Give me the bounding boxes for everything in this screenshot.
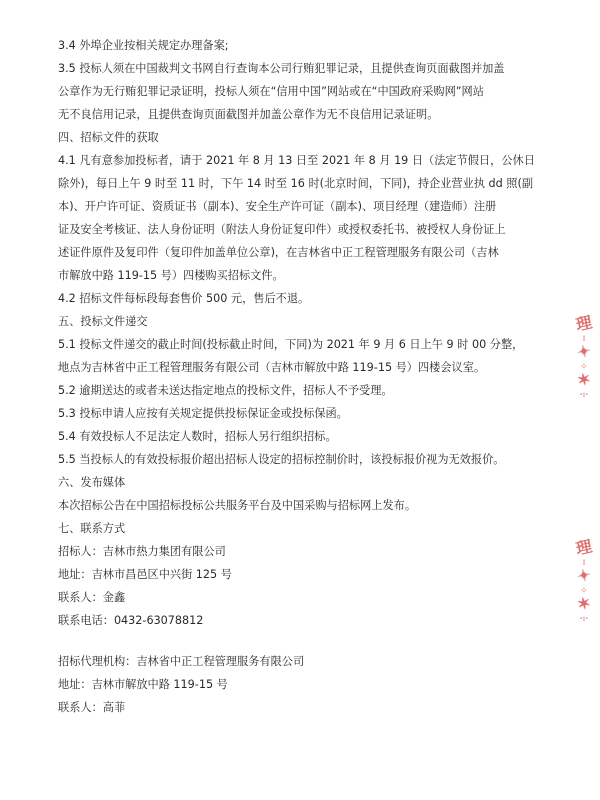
text-line: 5.1 投标文件递交的截止时间(投标截止时间，下同)为 2021 年 9 月 6 日上午 9 时 00 分整， xyxy=(58,338,524,351)
section-heading: 五、投标文件递交 xyxy=(58,315,148,328)
text-line: 无不良信用记录，且提供查询页面截图并加盖公章作为无不良信用记录证明。 xyxy=(58,108,439,121)
contact-tenderer: 招标人：吉林市热力集团有限公司 xyxy=(58,545,226,558)
contact-phone: 联系电话：0432-63078812 xyxy=(58,614,204,627)
text-line: 5.3 投标申请人应按有关规定提供投标保证金或投标保函。 xyxy=(58,407,348,420)
text-line: 5.2 逾期送达的或者未送达指定地点的投标文件，招标人不予受理。 xyxy=(58,384,393,397)
text-line: 4.1 凡有意参加投标者，请于 2021 年 8 月 13 日至 2021 年 8 月 19 日（法定节假日，公休日 xyxy=(58,154,535,167)
spacer xyxy=(58,632,558,650)
agency-contact: 联系人：高菲 xyxy=(58,701,126,714)
text-line: 本)、开户许可证、资质证书（副本)、安全生产许可证（副本)、项目经理（建造师）注册 xyxy=(58,200,497,213)
text-line: 除外)，每日上午 9 时至 11 时，下午 14 时至 16 时(北京时间，下同)，持企业营业执 dd 照(副 xyxy=(58,177,534,190)
section-heading: 六、发布媒体 xyxy=(58,476,126,489)
text-line: 5.4 有效投标人不足法定人数时，招标人另行组织招标。 xyxy=(58,430,337,443)
text-line: 4.2 招标文件每标段每套售价 500 元，售后不退。 xyxy=(58,292,310,305)
text-line: 述证件原件及复印件（复印件加盖单位公章)，在吉林省中正工程管理服务有限公司（吉林 xyxy=(58,246,499,259)
text-line: 市解放中路 119-15 号）四楼购买招标文件。 xyxy=(58,269,284,282)
section-heading: 七、联系方式 xyxy=(58,522,126,535)
contact-address: 地址：吉林市昌邑区中兴街 125 号 xyxy=(58,568,232,581)
section-heading: 四、招标文件的获取 xyxy=(58,131,159,144)
text-line: 公章作为无行贿犯罪记录证明，投标人须在“信用中国”网站或在“中国政府采购网”网站 xyxy=(58,85,484,98)
text-line: 3.5 投标人须在中国裁判文书网自行查询本公司行贿犯罪记录，且提供查询页面截图并加盖 xyxy=(58,62,505,75)
text-line: 3.4 外埠企业按相关规定办理备案; xyxy=(58,39,229,52)
agency-name: 招标代理机构：吉林省中正工程管理服务有限公司 xyxy=(58,655,305,668)
text-line: 5.5 当投标人的有效投标报价超出招标人设定的招标控制价时，该投标报价视为无效报价。 xyxy=(58,453,505,466)
text-line: 本次招标公告在中国招标投标公共服务平台及中国采购与招标网上发布。 xyxy=(58,499,417,512)
text-line: 证及安全考核证、法人身份证明（附法人身份证复印件）或授权委托书、被授权人身份证上 xyxy=(58,223,506,236)
text-line: 地点为吉林省中正工程管理服务有限公司（吉林市解放中路 119-15 号）四楼会议室。 xyxy=(58,361,486,374)
perforation-seal-upper: 理 ⁝ ✦ ⁘ ✶ ·:· xyxy=(574,312,594,399)
contact-person: 联系人：金鑫 xyxy=(58,591,126,604)
perforation-seal-lower: 理 ⁝ ✦ ⁘ ✶ ·:· xyxy=(574,536,594,623)
document-body xyxy=(58,34,558,719)
agency-address: 地址：吉林市解放中路 119-15 号 xyxy=(58,678,228,691)
